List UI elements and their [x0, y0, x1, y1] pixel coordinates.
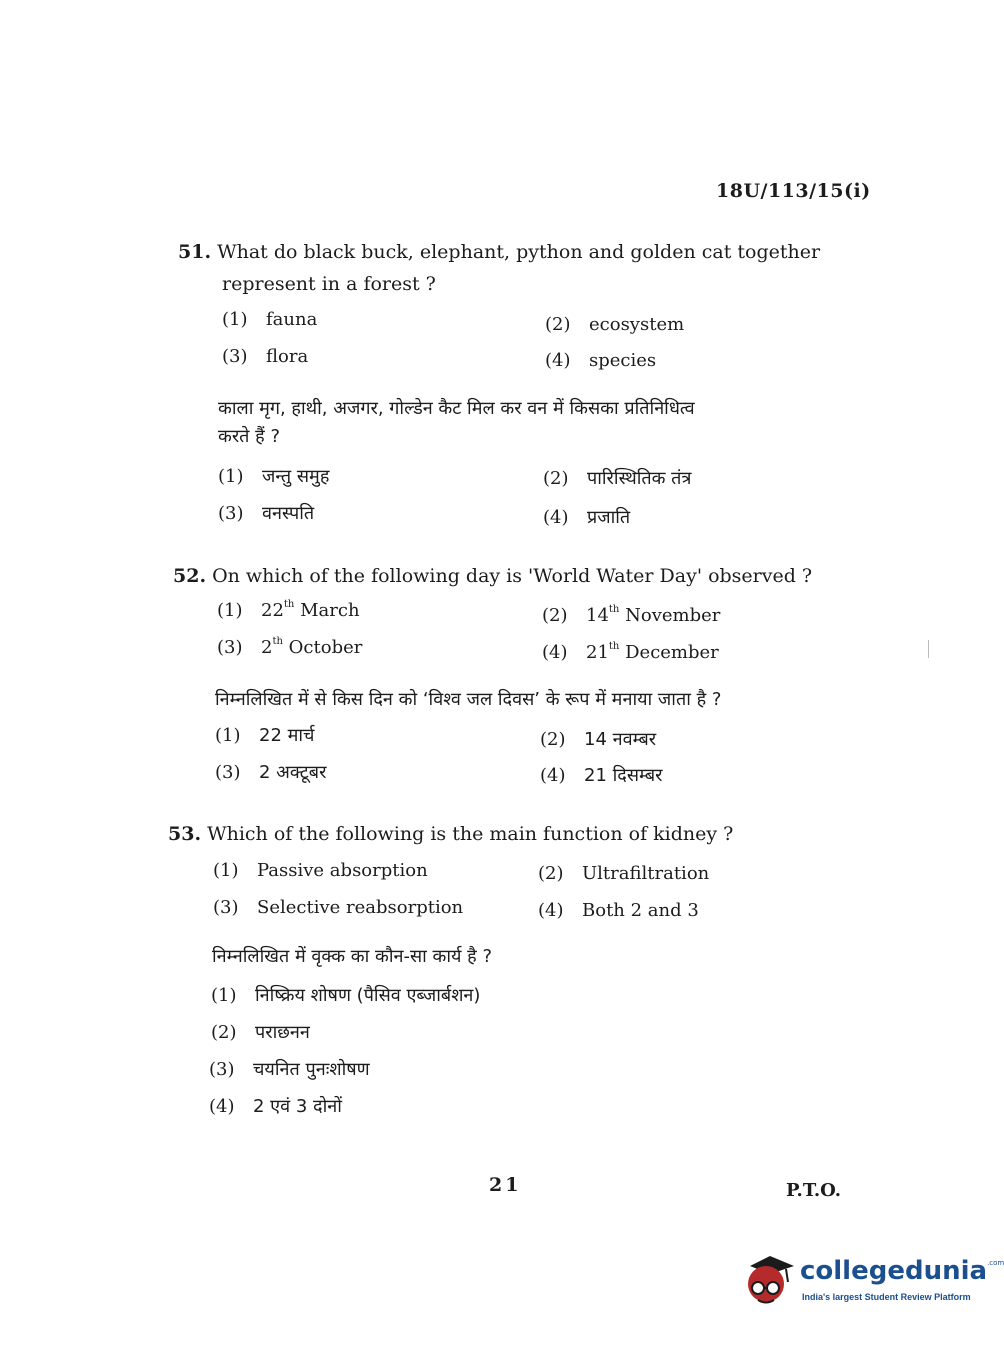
option-label: (3): [217, 637, 243, 658]
option-text: पराछनन: [255, 1022, 310, 1043]
option: [211, 983, 480, 1007]
option: [215, 760, 326, 784]
option-label: (2): [540, 729, 566, 750]
option-label: (2): [542, 605, 568, 626]
option-text: flora: [266, 346, 309, 367]
question-line: What do black buck, elephant, python and golden cat together: [217, 241, 821, 263]
option-label: (2): [545, 314, 571, 335]
option: [218, 501, 314, 525]
option-label: (1): [222, 309, 248, 330]
ordinal-suffix: th: [272, 636, 283, 647]
question-53-text-hi: निम्नलिखित में वृक्क का कौन-सा कार्य है ?: [212, 946, 493, 967]
option-text: ecosystem: [589, 314, 685, 335]
scan-mark: [928, 640, 929, 658]
option-label: (1): [213, 860, 239, 881]
paper-code: 18U/113/15(i): [716, 180, 871, 202]
option: [543, 466, 691, 490]
question-number: 52.: [173, 565, 207, 587]
month: October: [288, 637, 363, 658]
question-51-text-hi-line2: करते हैं ?: [218, 426, 281, 447]
option-text: चयनित पुनःशोषण: [253, 1059, 370, 1080]
option-text: पारिस्थितिक तंत्र: [587, 468, 692, 489]
pto-label: P.T.O.: [786, 1180, 842, 1201]
month: December: [625, 642, 719, 663]
brand-name: [800, 1256, 1004, 1286]
ordinal-number: 22: [261, 600, 284, 621]
option: [209, 1094, 342, 1118]
question-52-text-en: [173, 560, 812, 592]
mascot-icon: [742, 1252, 798, 1310]
option-label: (3): [213, 897, 239, 918]
option-label: (4): [543, 507, 569, 528]
option-text: 21 दिसम्बर: [584, 765, 663, 786]
option-label: (3): [222, 346, 248, 367]
option: [213, 860, 428, 881]
option-text: fauna: [266, 309, 318, 330]
option-text: species: [589, 350, 657, 371]
option: [542, 604, 720, 626]
option: [211, 1020, 310, 1044]
option-text: Passive absorption: [257, 860, 428, 881]
question-number: 51.: [178, 241, 212, 263]
option: [543, 505, 630, 529]
option-label: (2): [538, 863, 564, 884]
question-line: Which of the following is the main function of kidney ?: [207, 823, 734, 845]
option-label: (1): [217, 600, 243, 621]
page-number: 21: [489, 1174, 522, 1196]
ordinal-number: 14: [586, 605, 609, 626]
question-line: On which of the following day is 'World Water Day' observed ?: [212, 565, 813, 587]
option: [538, 900, 699, 921]
option: [215, 723, 314, 747]
option-text: 14 नवम्बर: [584, 729, 657, 750]
brand-domain: .com: [987, 1259, 1004, 1267]
option-label: (3): [209, 1059, 235, 1080]
option: [538, 863, 709, 884]
ordinal-suffix: th: [608, 604, 620, 615]
question-53-text-en: [168, 818, 733, 850]
option-text: 2 अक्टूबर: [259, 762, 327, 783]
option: [217, 599, 360, 621]
option: [540, 763, 663, 787]
option: [545, 350, 656, 371]
option-label: (1): [215, 725, 241, 746]
month: November: [625, 605, 721, 626]
option-label: (2): [543, 468, 569, 489]
option-text: वनस्पति: [262, 503, 315, 524]
ordinal-number: 2: [261, 637, 273, 658]
option-label: (3): [218, 503, 244, 524]
brand-text: collegedunia: [800, 1256, 988, 1286]
question-52-text-hi: निम्नलिखित में से किस दिन को ‘विश्व जल दिवस’ के रूप में मनाया जाता है ?: [215, 689, 722, 710]
option-text: Selective reabsorption: [257, 897, 464, 918]
option: [545, 314, 684, 335]
question-51-text-hi: काला मृग, हाथी, अजगर, गोल्डेन कैट मिल कर वन में किसका प्रतिनिधित्व: [218, 398, 695, 419]
option-label: (4): [545, 350, 571, 371]
collegedunia-logo: [742, 1252, 1004, 1312]
option-label: (4): [209, 1096, 235, 1117]
option: [222, 346, 308, 367]
option-text: 2 एवं 3 दोनों: [253, 1096, 342, 1117]
option-label: (1): [211, 985, 237, 1006]
ordinal-suffix: th: [283, 599, 295, 610]
option-text: Both 2 and 3: [582, 900, 699, 921]
option-text: 22 मार्च: [259, 725, 315, 746]
option: [209, 1057, 370, 1081]
option: [218, 464, 329, 488]
ordinal-suffix: th: [608, 641, 620, 652]
question-51-text-en: [178, 236, 820, 268]
option: [222, 309, 317, 330]
ordinal-number: 21: [586, 642, 609, 663]
option-label: (4): [540, 765, 566, 786]
option-label: (4): [538, 900, 564, 921]
option-label: (3): [215, 762, 241, 783]
month: March: [300, 600, 360, 621]
question-51-text-en-line2: represent in a forest ?: [222, 273, 436, 295]
option: [540, 727, 656, 751]
option-text: जन्तु समुह: [262, 466, 330, 487]
option: [213, 897, 463, 918]
option-text: निष्क्रिय शोषण (पैसिव एब्जार्बशन): [255, 985, 481, 1006]
option-label: (2): [211, 1022, 237, 1043]
option-text: Ultrafiltration: [582, 863, 710, 884]
option: [542, 641, 719, 663]
option-label: (1): [218, 466, 244, 487]
question-number: 53.: [168, 823, 202, 845]
option-label: (4): [542, 642, 568, 663]
option: [217, 636, 362, 658]
option-text: प्रजाति: [587, 507, 631, 528]
brand-tagline: India's largest Student Review Platform: [802, 1292, 971, 1302]
